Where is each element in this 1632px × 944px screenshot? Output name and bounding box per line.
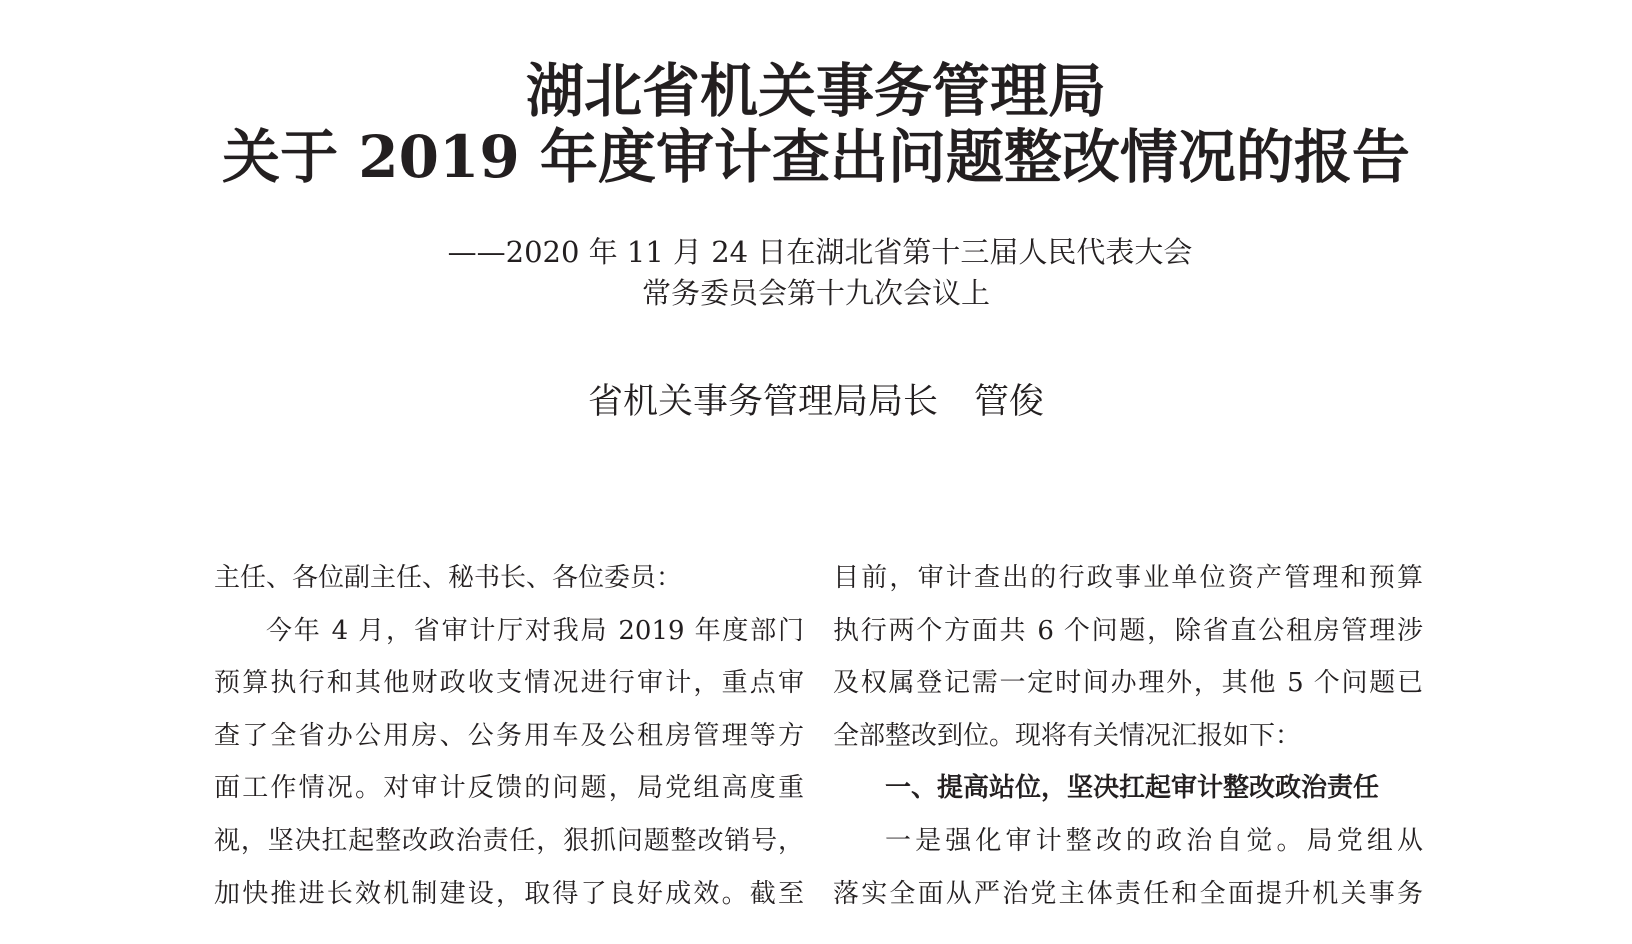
paragraph-line: 视，坚决扛起整改政治责任，狠抓问题整改销号， [214,825,804,856]
paragraph-line: 今年 4 月，省审计厅对我局 2019 年度部门 [266,615,804,646]
paragraph-line: 执行两个方面共 6 个问题，除省直公租房管理涉 [833,615,1423,646]
section-heading: 一、提高站位，坚决扛起审计整改政治责任 [885,773,1380,804]
paragraph-line: 全部整改到位。现将有关情况汇报如下： [833,720,1302,751]
paragraph-line: 查了全省办公用房、公务用车及公租房管理等方 [214,720,804,751]
paragraph-line: 目前，审计查出的行政事业单位资产管理和预算 [833,563,1423,593]
body-right-column [833,552,1423,920]
paragraph-line: 面工作情况。对审计反馈的问题，局党组高度重 [214,773,804,804]
author-position: 省机关事务管理局局长 [587,382,938,422]
author-name: 管俊 [974,382,1045,422]
salutation: 主任、各位副主任、秘书长、各位委员： [214,563,683,593]
report-title-line-2: 关于 2019 年度审计查出问题整改情况的报告 [222,123,1410,191]
body-left-column [214,552,804,920]
paragraph-line: 落实全面从严治党主体责任和全面提升机关事务 [833,878,1423,909]
report-title-line-1: 湖北省机关事务管理局 [525,57,1106,125]
author-byline [0,380,1632,424]
meeting-subtitle-line-1: ——2020 年 11 月 24 日在湖北省第十三届人民代表大会 [447,235,1193,269]
meeting-subtitle-line-2: 常务委员会第十九次会议上 [641,276,990,310]
paragraph-line: 预算执行和其他财政收支情况进行审计，重点审 [214,668,804,699]
paragraph-line: 及权属登记需一定时间办理外，其他 5 个问题已 [833,668,1423,699]
paragraph-line: 加快推进长效机制建设，取得了良好成效。截至 [214,878,804,909]
paragraph-line: 一是强化审计整改的政治自觉。局党组从 [885,825,1423,856]
